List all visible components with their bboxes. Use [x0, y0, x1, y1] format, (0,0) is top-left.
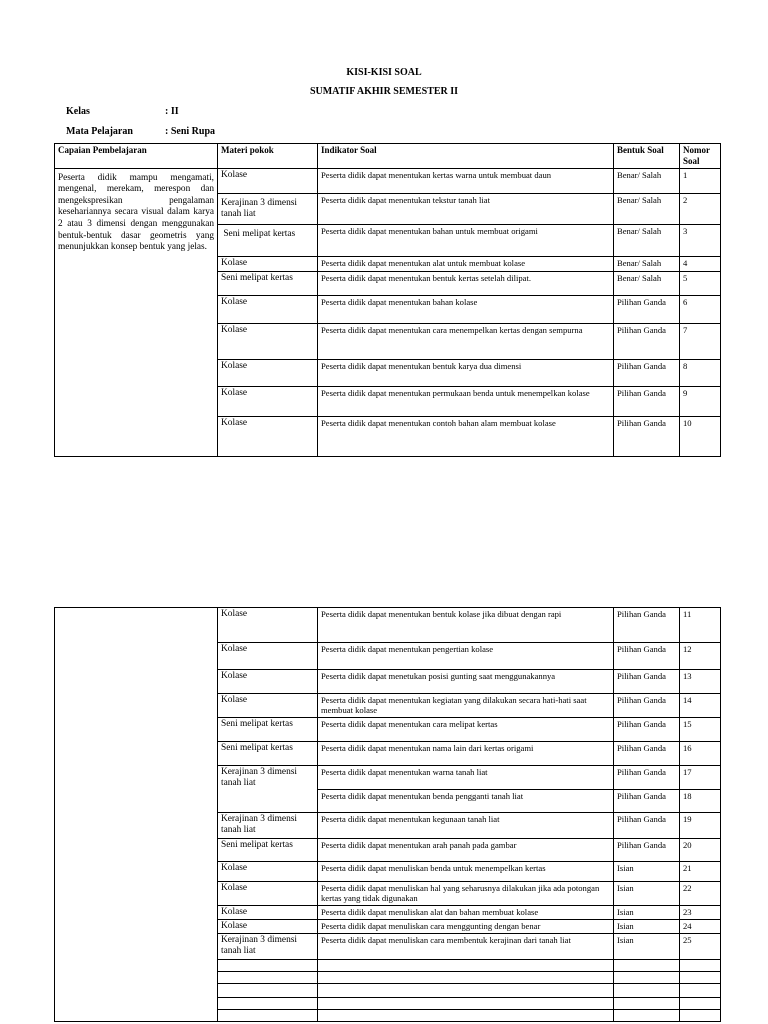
bentuk-cell: Pilihan Ganda	[614, 670, 680, 694]
materi-cell: Kolase	[218, 168, 318, 193]
materi-cell: Kolase	[218, 919, 318, 933]
materi-cell: Kolase	[218, 359, 318, 386]
bentuk-cell: Pilihan Ganda	[614, 838, 680, 861]
materi-cell: Kolase	[218, 256, 318, 271]
materi-cell: Kolase	[218, 670, 318, 694]
nomor-cell: 12	[680, 643, 721, 670]
materi-cell: Seni melipat kertas	[218, 271, 318, 295]
bentuk-cell: Benar/ Salah	[614, 193, 680, 224]
materi-cell: Kolase	[218, 295, 318, 323]
indikator-cell: Peserta didik dapat menentukan cara melipat kertas	[318, 717, 614, 741]
indikator-cell: Peserta didik dapat menentukan pengertian kolase	[318, 643, 614, 670]
materi-cell: Kolase	[218, 861, 318, 881]
meta-value: : II	[165, 106, 179, 117]
materi-cell: Kolase	[218, 905, 318, 919]
nomor-cell: 11	[680, 608, 721, 643]
nomor-cell: 17	[680, 765, 721, 789]
nomor-cell: 4	[680, 256, 721, 271]
indikator-cell: Peserta didik dapat menentukan contoh bahan alam membuat kolase	[318, 416, 614, 456]
nomor-cell: 10	[680, 416, 721, 456]
nomor-cell: 5	[680, 271, 721, 295]
indikator-cell: Peserta didik dapat menentukan warna tanah liat	[318, 765, 614, 789]
bentuk-cell: Pilihan Ganda	[614, 741, 680, 765]
indikator-cell: Peserta didik dapat menentukan bahan kolase	[318, 295, 614, 323]
bentuk-cell: Pilihan Ganda	[614, 416, 680, 456]
bentuk-cell: Pilihan Ganda	[614, 323, 680, 359]
indikator-cell: Peserta didik dapat menentukan nama lain dari kertas origami	[318, 741, 614, 765]
nomor-cell: 8	[680, 359, 721, 386]
indikator-cell: Peserta didik dapat menuliskan cara menggunting dengan benar	[318, 919, 614, 933]
materi-cell: Kolase	[218, 608, 318, 643]
nomor-cell: 21	[680, 861, 721, 881]
indikator-cell: Peserta didik dapat menentukan bentuk kolase jika dibuat dengan rapi	[318, 608, 614, 643]
kisi-kisi-table-page2	[54, 607, 721, 1022]
nomor-cell: 1	[680, 168, 721, 193]
header-nomor: Nomor Soal	[680, 144, 721, 169]
document-title: KISI-KISI SOAL	[346, 67, 422, 78]
nomor-cell: 23	[680, 905, 721, 919]
materi-cell: Kolase	[218, 643, 318, 670]
indikator-cell: Peserta didik dapat menentukan alat untuk membuat kolase	[318, 256, 614, 271]
table-header-row	[55, 144, 721, 169]
materi-cell: Kerajinan 3 dimensi tanah liat	[218, 193, 318, 224]
bentuk-cell: Benar/ Salah	[614, 224, 680, 256]
indikator-cell: Peserta didik dapat menuliskan hal yang seharusnya dilakukan jika ada potongan kertas yang tidak digunakan	[318, 881, 614, 905]
indikator-cell: Peserta didik dapat menentukan bahan untuk membuat origami	[318, 224, 614, 256]
indikator-cell: Peserta didik dapat menetukan posisi gunting saat menggunakannya	[318, 670, 614, 694]
bentuk-cell: Benar/ Salah	[614, 256, 680, 271]
bentuk-cell: Isian	[614, 934, 680, 960]
header-bentuk: Bentuk Soal	[614, 144, 680, 169]
bentuk-cell: Pilihan Ganda	[614, 717, 680, 741]
bentuk-cell: Pilihan Ganda	[614, 812, 680, 838]
bentuk-cell: Isian	[614, 919, 680, 933]
indikator-cell: Peserta didik dapat menentukan permukaan benda untuk menempelkan kolase	[318, 386, 614, 416]
bentuk-cell: Pilihan Ganda	[614, 765, 680, 789]
bentuk-cell: Pilihan Ganda	[614, 359, 680, 386]
bentuk-cell: Pilihan Ganda	[614, 643, 680, 670]
nomor-cell: 20	[680, 838, 721, 861]
capaian-pembelajaran-cell: Peserta didik mampu mengamati, mengenal, merekam, merespon dan mengekspresikan pengalaman kesehariannya secara visual dalam karya 2 atau 3 dimensi dengan menggunakan bentuk-bentuk dasar geometris yang menunjukkan konsep bentuk yang jelas.	[55, 168, 218, 456]
indikator-cell: Peserta didik dapat menentukan kegunaan tanah liat	[318, 812, 614, 838]
materi-cell: Seni melipat kertas	[218, 741, 318, 765]
header-materi: Materi pokok	[218, 144, 318, 169]
nomor-cell: 19	[680, 812, 721, 838]
document-subtitle: SUMATIF AKHIR SEMESTER II	[309, 86, 459, 97]
bentuk-cell: Pilihan Ganda	[614, 386, 680, 416]
indikator-cell: Peserta didik dapat menentukan benda pengganti tanah liat	[318, 789, 614, 812]
indikator-cell: Peserta didik dapat menentukan bentuk karya dua dimensi	[318, 359, 614, 386]
meta-mata-pelajaran	[66, 126, 215, 137]
meta-label: Kelas	[66, 106, 90, 117]
materi-cell: Kerajinan 3 dimensi tanah liat	[218, 765, 318, 812]
materi-cell: Kolase	[218, 416, 318, 456]
materi-cell: Seni melipat kertas	[218, 838, 318, 861]
materi-cell: Kolase	[218, 386, 318, 416]
nomor-cell: 13	[680, 670, 721, 694]
materi-cell: Kolase	[218, 323, 318, 359]
indikator-cell: Peserta didik dapat menentukan cara menempelkan kertas dengan sempurna	[318, 323, 614, 359]
meta-label: Mata Pelajaran	[66, 126, 133, 137]
indikator-cell: Peserta didik dapat menentukan kertas warna untuk membuat daun	[318, 168, 614, 193]
header-indikator: Indikator Soal	[318, 144, 614, 169]
kisi-kisi-table-page1	[54, 143, 721, 457]
bentuk-cell: Pilihan Ganda	[614, 789, 680, 812]
nomor-cell: 15	[680, 717, 721, 741]
bentuk-cell: Benar/ Salah	[614, 168, 680, 193]
materi-cell: Kerajinan 3 dimensi tanah liat	[218, 812, 318, 838]
indikator-cell: Peserta didik dapat menuliskan cara membentuk kerajinan dari tanah liat	[318, 934, 614, 960]
meta-kelas	[66, 106, 179, 117]
bentuk-cell: Pilihan Ganda	[614, 608, 680, 643]
indikator-cell: Peserta didik dapat menuliskan benda untuk menempelkan kertas	[318, 861, 614, 881]
nomor-cell: 3	[680, 224, 721, 256]
indikator-cell: Peserta didik dapat menuliskan alat dan bahan membuat kolase	[318, 905, 614, 919]
indikator-cell: Peserta didik dapat menentukan tekstur tanah liat	[318, 193, 614, 224]
nomor-cell: 14	[680, 694, 721, 718]
nomor-cell: 9	[680, 386, 721, 416]
table-row	[55, 168, 721, 193]
header-capaian: Capaian Pembelajaran	[55, 144, 218, 169]
nomor-cell: 2	[680, 193, 721, 224]
indikator-cell: Peserta didik dapat menentukan bentuk kertas setelah dilipat.	[318, 271, 614, 295]
materi-cell: Seni melipat kertas	[218, 717, 318, 741]
meta-value: : Seni Rupa	[165, 126, 216, 137]
bentuk-cell: Benar/ Salah	[614, 271, 680, 295]
materi-cell: Kerajinan 3 dimensi tanah liat	[218, 934, 318, 960]
materi-cell: Kolase	[218, 881, 318, 905]
nomor-cell: 22	[680, 881, 721, 905]
capaian-empty-cell	[55, 608, 218, 1022]
bentuk-cell: Isian	[614, 905, 680, 919]
bentuk-cell: Isian	[614, 861, 680, 881]
indikator-cell: Peserta didik dapat menentukan arah panah pada gambar	[318, 838, 614, 861]
materi-cell: Kolase	[218, 694, 318, 718]
nomor-cell: 7	[680, 323, 721, 359]
table-row	[55, 608, 721, 643]
nomor-cell: 6	[680, 295, 721, 323]
indikator-cell: Peserta didik dapat menentukan kegiatan yang dilakukan secara hati-hati saat membuat kolase	[318, 694, 614, 718]
bentuk-cell: Isian	[614, 881, 680, 905]
nomor-cell: 18	[680, 789, 721, 812]
nomor-cell: 16	[680, 741, 721, 765]
bentuk-cell: Pilihan Ganda	[614, 694, 680, 718]
materi-cell: Seni melipat kertas	[218, 224, 318, 256]
bentuk-cell: Pilihan Ganda	[614, 295, 680, 323]
nomor-cell: 25	[680, 934, 721, 960]
nomor-cell: 24	[680, 919, 721, 933]
